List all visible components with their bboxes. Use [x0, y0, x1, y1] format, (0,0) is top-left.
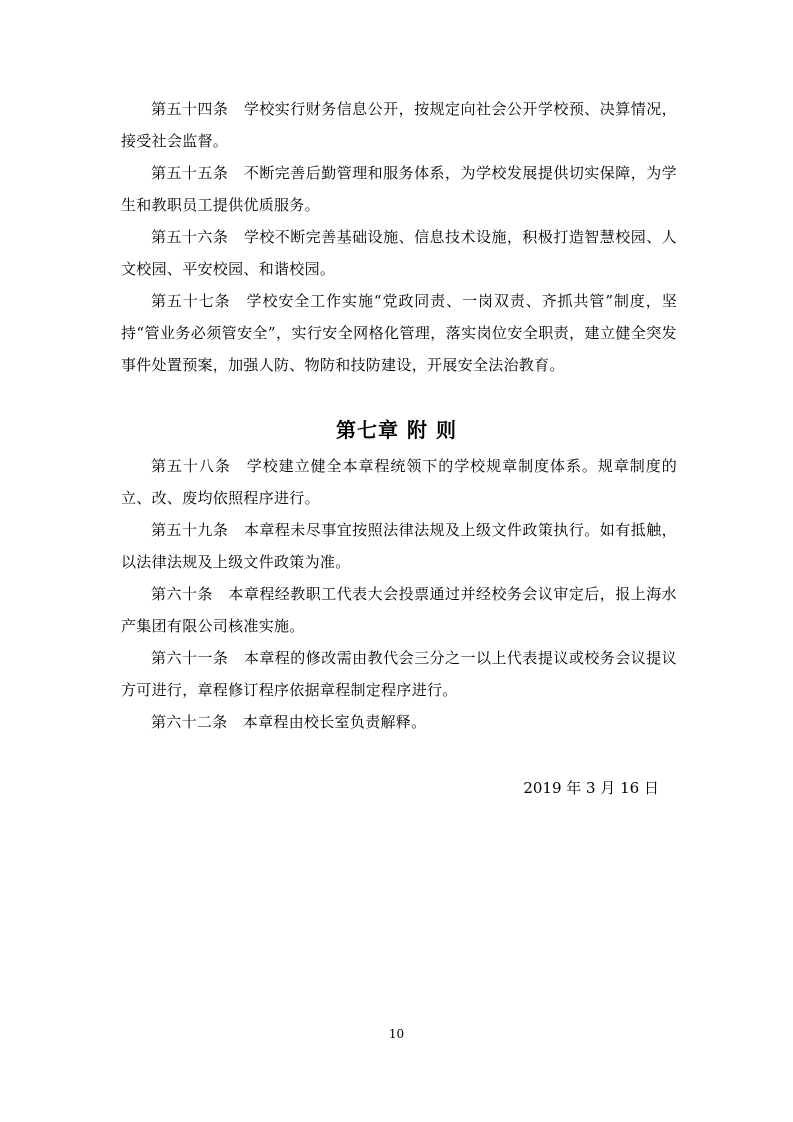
document-date: 2019 年 3 月 16 日 — [523, 779, 659, 797]
article-59: 第五十九条 本章程未尽事宜按照法律法规及上级文件政策执行。如有抵触，以法律法规及上级文件政策为准。 — [121, 521, 677, 571]
article-61: 第六十一条 本章程的修改需由教代会三分之一以上代表提议或校务会议提议方可进行，章程修订程序依据章程制定程序进行。 — [121, 649, 677, 699]
article-58: 第五十八条 学校建立健全本章程统领下的学校规章制度体系。规章制度的立、改、废均依照程序进行。 — [121, 457, 677, 507]
chapter-title: 第七章 附 则 — [336, 418, 457, 442]
article-57: 第五十七条 学校安全工作实施“党政同责、一岗双责、齐抓共管”制度，坚持“管业务必须管安全”，实行安全网格化管理，落实岗位安全职责，建立健全突发事件处置预案，加强人防、物防和技防建设，开展安全法治教育。 — [121, 292, 677, 374]
article-60: 第六十条 本章程经教职工代表大会投票通过并经校务会议审定后，报上海水产集团有限公司核准实施。 — [121, 585, 677, 635]
article-54: 第五十四条 学校实行财务信息公开，按规定向社会公开学校预、决算情况，接受社会监督。 — [121, 100, 677, 150]
article-55: 第五十五条 不断完善后勤管理和服务体系，为学校发展提供切实保障，为学生和教职员工提供优质服务。 — [121, 164, 677, 214]
page-number: 10 — [388, 1027, 405, 1041]
article-56: 第五十六条 学校不断完善基础设施、信息技术设施，积极打造智慧校园、人文校园、平安校园、和谐校园。 — [121, 228, 677, 278]
article-62: 第六十二条 本章程由校长室负责解释。 — [151, 713, 427, 731]
